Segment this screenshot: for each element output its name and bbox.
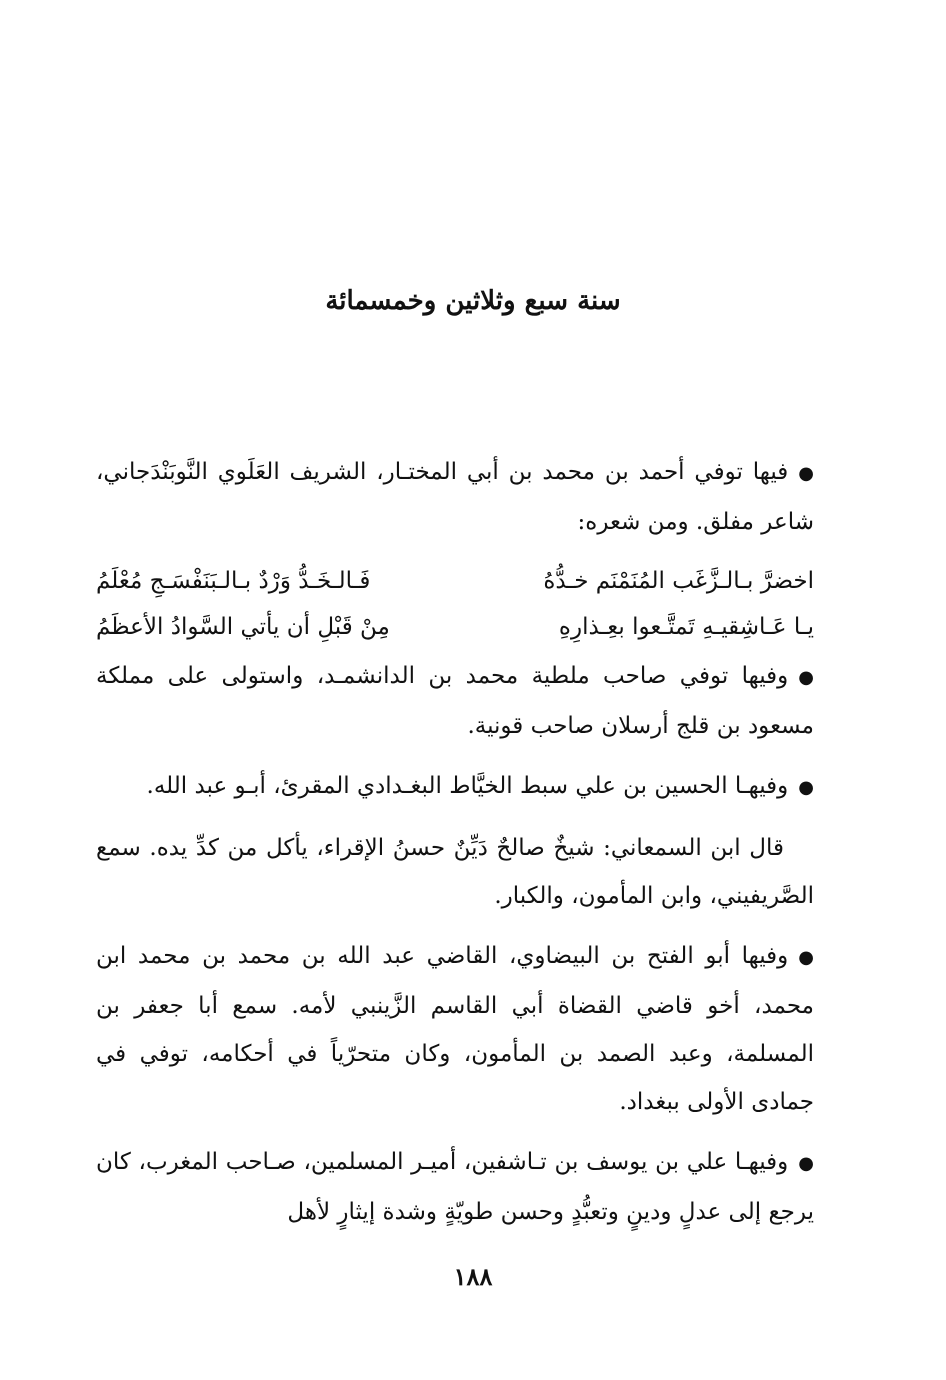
bullet-icon: ● <box>798 463 814 484</box>
paragraph-text: وفيها أبو الفتح بن البيضاوي، القاضي عبد الله بن محمد بن محمد ابن محمد، أخو قاضي القضاة أبي القاسم الزَّينبي لأمه. سمع أبا جعفر بن المسلمة، وعبد الصمد بن المأمون، وكان متحرّياً في أحكامه، توفي في جمادى الأولى ببغداد. <box>96 943 814 1115</box>
paragraph-text: وفيهـا الحسين بن علي سبط الخيَّاط البغـدادي المقرئ، أبـو عبد الله. <box>146 773 789 799</box>
verse-right-hemistich: اخضرَّ بـالـزَّغَب المُنَمْنَم خـدُّهُ <box>543 568 814 594</box>
paragraph-6 <box>96 1138 814 1236</box>
paragraph-3 <box>96 762 814 812</box>
paragraph-text: فيها توفي أحمد بن محمد بن أبي المختـار، الشريف العَلَوي النَّوبَنْدَجاني، شاعر مفلق. ومن شعره: <box>96 459 814 535</box>
bullet-icon: ● <box>798 777 814 798</box>
bullet-icon: ● <box>798 667 814 688</box>
poem <box>96 558 814 650</box>
verse-right-hemistich: يـا عَـاشِقيـهِ تَمتَّـعوا بعِـذارِهِ <box>558 614 814 640</box>
paragraph-text: وفيها توفي صاحب ملطية محمد بن الدانشمـد، واستولى على مملكة مسعود بن قلج أرسلان صاحب قونية. <box>96 663 814 739</box>
paragraph-text: قال ابن السمعاني: شيخٌ صالحٌ دَيِّنٌ حسنُ الإقراء، يأكل من كدِّ يده. سمع الصَّريفيني، وابن المأمون، والكبار. <box>96 835 814 909</box>
page-number: ١٨٨ <box>453 1262 493 1291</box>
bullet-icon: ● <box>798 947 814 968</box>
paragraph-5 <box>96 932 814 1126</box>
paragraph-2 <box>96 652 814 750</box>
verse-left-hemistich: فَـالـخَـدُّ وَرْدٌ بـالـبَنَفْسَـجِ مُعْلَمُ <box>96 568 371 594</box>
paragraph-1 <box>96 448 814 546</box>
verse-line <box>96 558 814 604</box>
verse-line <box>96 604 814 650</box>
verse-left-hemistich: مِنْ قَبْلِ أن يأتي السَّوادُ الأعظَمُ <box>96 614 390 640</box>
chapter-title: سنة سبع وثلاثين وخمسمائة <box>325 286 621 316</box>
body-text <box>96 448 814 1248</box>
bullet-icon: ● <box>798 1153 814 1174</box>
paragraph-text: وفيهـا علي بن يوسف بن تـاشفين، أميـر المسلمين، صـاحب المغرب، كان يرجع إلى عدلٍ ودينٍ وتعبُّدٍ وحسن طويّةٍ وشدة إيثارٍ لأهل <box>96 1149 814 1225</box>
paragraph-4 <box>96 824 814 920</box>
